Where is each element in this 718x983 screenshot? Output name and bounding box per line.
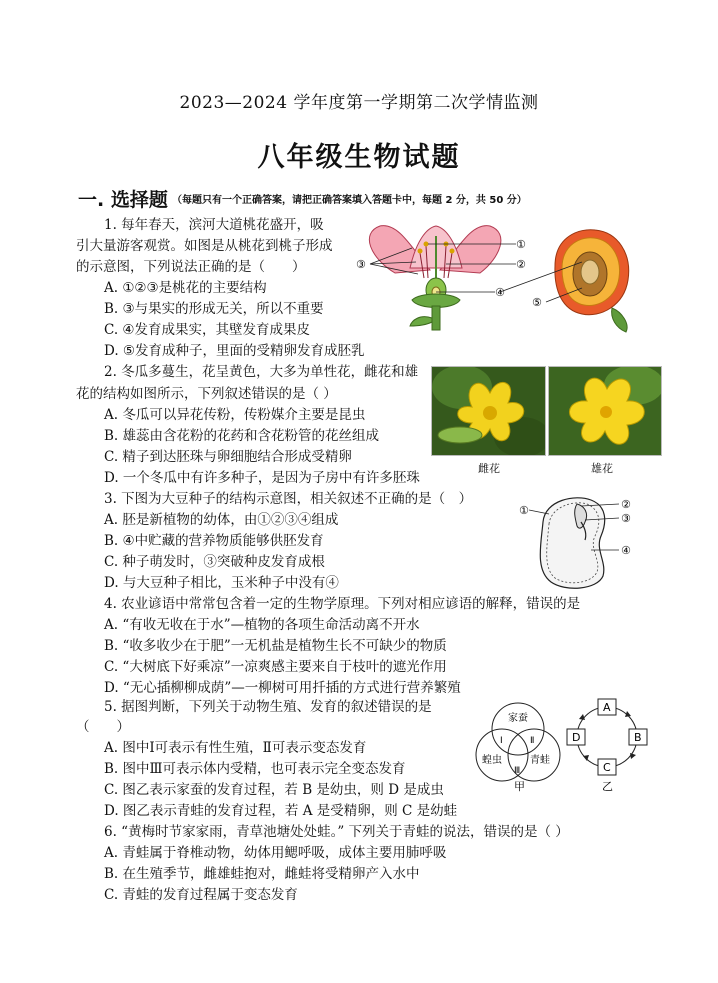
question-1-stem: 的示意图，下列说法正确的是（ ） xyxy=(76,259,306,275)
question-3-stem: 3. 下图为大豆种子的结构示意图，相关叙述不正确的是（ ） xyxy=(104,491,473,507)
option-d: D. “无心插柳柳成荫”—一柳树可用扦插的方式进行营养繁殖 xyxy=(104,680,461,696)
question-1-stem: 1. 每年春天，滨河大道桃花盛开，吸 xyxy=(104,217,324,233)
cycle-node-d: D xyxy=(572,731,581,744)
caption-male-flower: 雄花 xyxy=(591,462,613,475)
exam-title: 八年级生物试题 xyxy=(257,142,461,173)
male-flower-photo xyxy=(548,366,662,456)
option-a: A. 青蛙属于脊椎动物，幼体用鳃呼吸，成体主要用肺呼吸 xyxy=(104,845,447,861)
option-c: C. 青蛙的发育过程属于变态发育 xyxy=(104,887,298,903)
option-c: C. “大树底下好乘凉”一凉爽感主要来自于枝叶的遮光作用 xyxy=(104,659,447,675)
soybean-seed-figure xyxy=(515,492,665,592)
section-title: 一. 选择题 xyxy=(78,189,168,211)
option-b: B. ④中贮藏的营养物质能够供胚发育 xyxy=(104,533,324,549)
cycle-diagram-yi xyxy=(565,697,657,795)
question-5-stem: 5. 据图判断，下列关于动物生殖、发育的叙述错误的是 xyxy=(104,699,432,715)
seed-label-1: ① xyxy=(519,504,529,517)
label-1: ① xyxy=(516,238,526,251)
seed-label-3: ③ xyxy=(621,512,631,525)
option-b: B. 雄蕊由含花粉的花药和含花粉管的花丝组成 xyxy=(104,428,380,444)
venn-region-1: Ⅰ xyxy=(500,736,503,746)
label-2: ② xyxy=(516,258,526,271)
peach-flower-fruit-figure xyxy=(350,218,640,336)
option-b: B. 图中Ⅲ可表示体内受精，也可表示完全变态发育 xyxy=(104,761,406,777)
question-4-stem: 4. 农业谚语中常常包含着一定的生物学原理。下列对相应谚语的解释，错误的是 xyxy=(104,596,581,612)
venn-set-silkworm: 家蚕 xyxy=(508,713,528,724)
venn-diagram-jia xyxy=(470,697,570,795)
option-c: C. ④发育成果实，其壁发育成果皮 xyxy=(104,322,311,338)
option-d: D. 图乙表示青蛙的发育过程，若 A 是受精卵，则 C 是幼蛙 xyxy=(104,803,458,819)
question-6-stem: 6. “黄梅时节家家雨，青草池塘处处蛙。” 下列关于青蛙的说法，错误的是（ ） xyxy=(104,824,569,840)
option-a: A. 胚是新植物的幼体，由①②③④组成 xyxy=(104,512,339,528)
question-2-stem: 2. 冬瓜多蔓生，花呈黄色，大多为单性花，雌花和雄 xyxy=(104,364,419,380)
option-a: A. 图中Ⅰ可表示有性生殖，Ⅱ可表示变态发育 xyxy=(104,740,367,756)
option-a: A. ①②③是桃花的主要结构 xyxy=(104,280,267,296)
option-b: B. 在生殖季节，雌雄蛙抱对，雌蛙将受精卵产入水中 xyxy=(104,866,420,882)
option-a: A. 冬瓜可以异花传粉，传粉媒介主要是昆虫 xyxy=(104,407,366,423)
cycle-caption: 乙 xyxy=(602,780,613,793)
cycle-node-a: A xyxy=(603,701,611,714)
option-a: A. “有收无收在于水”—植物的各项生命活动离不开水 xyxy=(104,617,420,633)
option-b: B. “收多收少在于肥”一无机盐是植物生长不可缺少的物质 xyxy=(104,638,447,654)
question-5-stem: （ ） xyxy=(76,719,130,735)
female-flower-photo xyxy=(431,366,546,456)
question-1-stem: 引大量游客观赏。如图是从桃花到桃子形成 xyxy=(76,238,333,254)
cycle-node-c: C xyxy=(603,761,611,774)
label-4: ④ xyxy=(495,286,505,299)
option-b: B. ③与果实的形成无关，所以不重要 xyxy=(104,301,324,317)
label-5: ⑤ xyxy=(532,296,542,309)
seed-label-2: ② xyxy=(621,498,631,511)
option-d: D. 一个冬瓜中有许多种子，是因为子房中有许多胚珠 xyxy=(104,470,420,486)
option-c: C. 精子到达胚珠与卵细胞结合形成受精卵 xyxy=(104,449,352,465)
venn-set-frog: 青蛙 xyxy=(530,755,550,766)
cycle-node-b: B xyxy=(634,731,642,744)
option-d: D. 与大豆种子相比，玉米种子中没有④ xyxy=(104,575,339,591)
venn-region-3: Ⅲ xyxy=(514,766,521,776)
question-2-stem: 花的结构如图所示，下列叙述错误的是（ ） xyxy=(76,386,337,402)
section-note: （每题只有一个正确答案，请把正确答案填入答题卡中，每题 2 分，共 50 分） xyxy=(172,195,527,206)
exam-header: 2023—2024 学年度第一学期第二次学情监测 xyxy=(179,93,539,113)
option-c: C. 种子萌发时，③突破种皮发育成根 xyxy=(104,554,325,570)
option-c: C. 图乙表示家蚕的发育过程，若 B 是幼虫，则 D 是成虫 xyxy=(104,782,444,798)
venn-region-2: Ⅱ xyxy=(530,736,535,746)
venn-set-locust: 蝗虫 xyxy=(482,755,502,766)
seed-label-4: ④ xyxy=(621,544,631,557)
option-d: D. ⑤发育成种子，里面的受精卵发育成胚乳 xyxy=(104,343,365,359)
venn-caption: 甲 xyxy=(514,780,525,793)
label-3: ③ xyxy=(356,258,366,271)
caption-female-flower: 雌花 xyxy=(478,462,500,475)
